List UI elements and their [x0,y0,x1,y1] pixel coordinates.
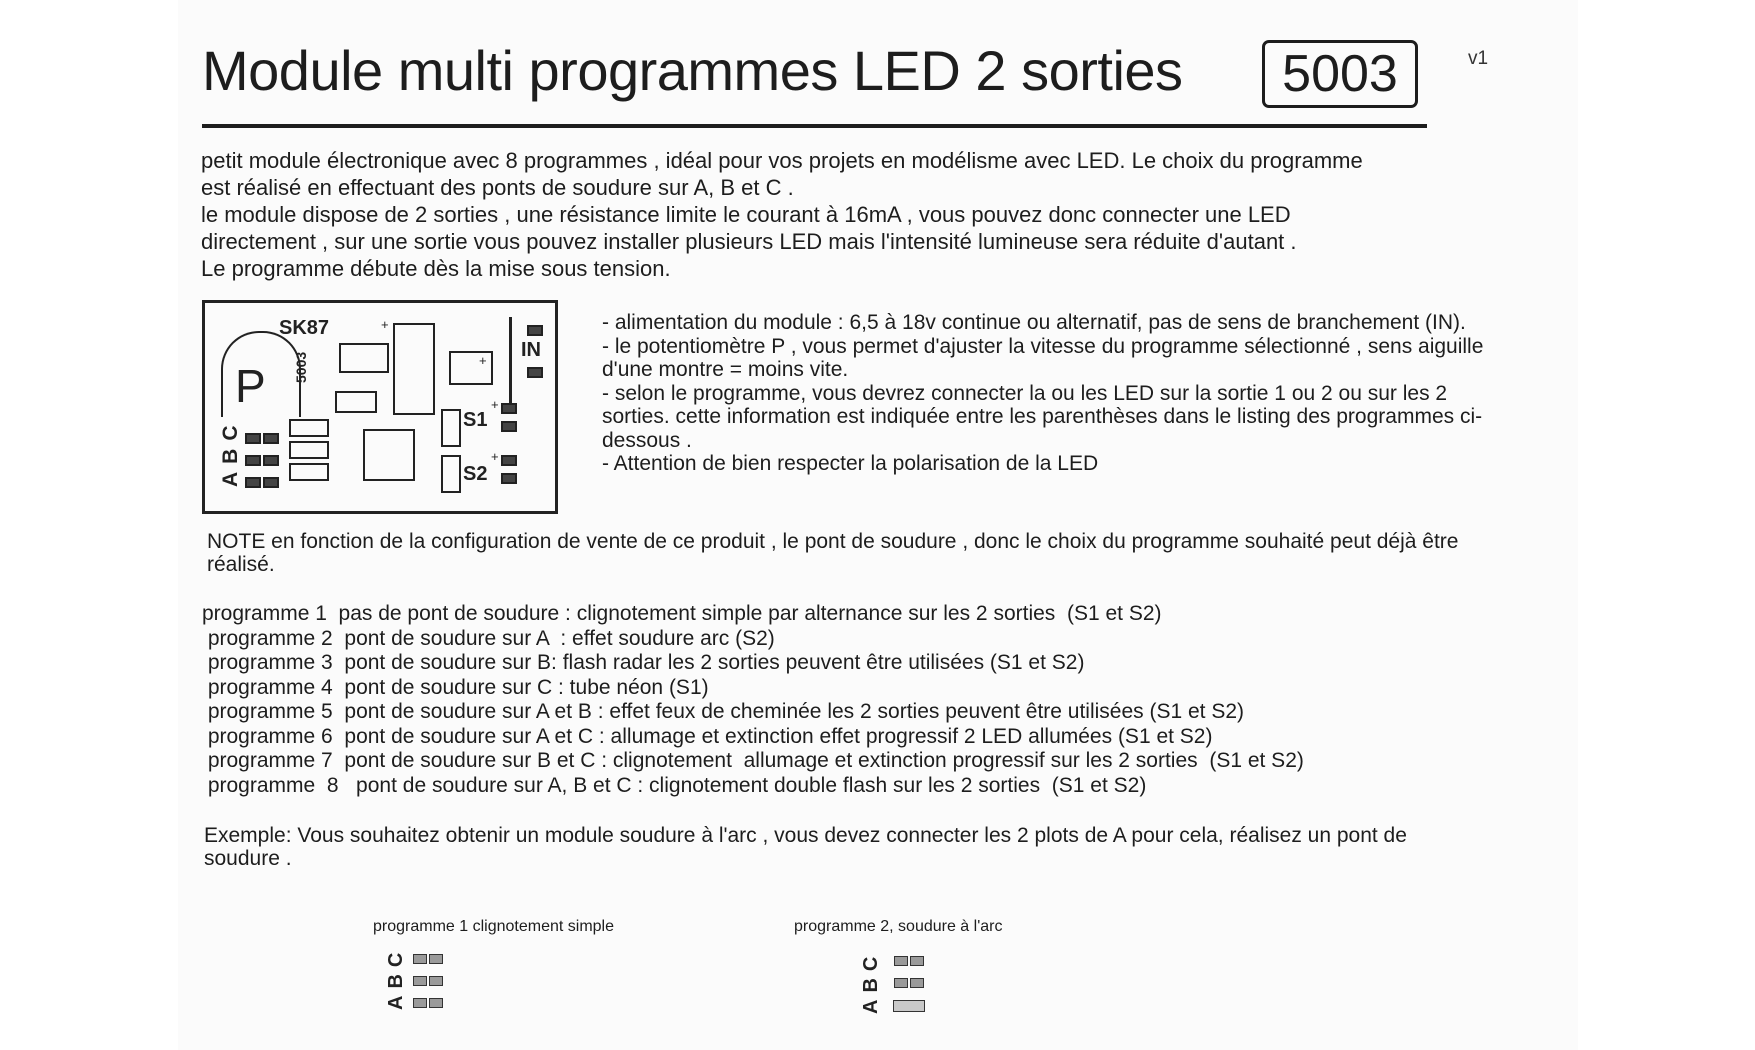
program-item: programme 5 pont de soudure sur A et B : effet feux de cheminée les 2 sorties peuvent être utilisées (S1 et S2) [202,700,1245,723]
jumper-pad-a [245,477,261,488]
program-item: programme 3 pont de soudure sur B: flash radar les 2 sorties peuvent être utilisées (S1 et S2) [202,651,1085,674]
intro-paragraph [201,147,1521,282]
title-underline [202,124,1427,128]
plus-sign: + [491,449,499,464]
program-item: programme 1 pas de pont de soudure : clignotement simple par alternance sur les 2 sorties (S1 et S2) [202,602,1162,625]
output-2-pad [501,473,517,484]
spec-line: dessous . [602,428,692,452]
figure-caption: programme 2, soudure à l'arc [794,918,1003,935]
example-line: Exemple: Vous souhaitez obtenir un module soudure à l'arc , vous devez connecter les 2 plots de A pour cela, réalisez un pont de [204,824,1407,847]
jumper-pad-c [894,956,908,966]
jumper-pad-c [263,433,279,444]
intro-line: directement , sur une sortie vous pouvez installer plusieurs LED mais l'intensité lumineuse sera réduite d'autant . [201,229,1297,254]
plus-sign: + [491,397,499,412]
input-connector-line [509,317,512,403]
example-line: soudure . [204,847,292,870]
jumper-pad-a [413,998,427,1008]
figure-program-2 [794,918,1114,1033]
program-item: programme 2 pont de soudure sur A : effet soudure arc (S2) [202,626,775,650]
jumper-pad-b [429,976,443,986]
jumper-pad-c [245,433,261,444]
program-item: programme 6 pont de soudure sur A et C : allumage et extinction effet progressif 2 LED allumées (S1 et S2) [202,724,1213,748]
output-1-resistor [441,409,461,447]
jumper-pad-c [413,954,427,964]
spec-line: - Attention de bien respecter la polarisation de la LED [602,452,1099,475]
output-2-pad [501,455,517,466]
spec-line: sorties. cette information est indiquée entre les parenthèses dans le listing des programmes ci- [602,405,1483,428]
program-list [202,602,1542,798]
module-board-diagram [202,300,558,514]
jumper-pad-b [245,455,261,466]
program-item: programme 8 pont de soudure sur A, B et C : clignotement double flash sur les 2 sorties (S1 et S2) [202,773,1147,797]
spec-line: - selon le programme, vous devrez connecter la ou les LED sur la sortie 1 ou 2 ou sur les 2 [602,381,1448,405]
jumper-pad-b [413,976,427,986]
jumper-pad-b [263,455,279,466]
intro-line: le module dispose de 2 sorties , une résistance limite le courant à 16mA , vous pouvez donc connecter une LED [201,202,1291,227]
module-number-label: 5003 [293,351,309,383]
input-pad [527,367,543,378]
output-1-pad [501,403,517,414]
jumper-letters: ABC [385,945,407,1010]
figure-program-1 [373,918,693,1028]
spec-line: d'une montre = moins vite. [602,358,849,381]
note-paragraph [207,530,1547,576]
intro-line: Le programme débute dès la mise sous tension. [201,256,671,281]
component-ic [363,429,415,481]
product-code-box: 5003 [1262,40,1418,108]
version-label: v1 [1468,48,1489,69]
solder-bridge-a [893,1000,925,1012]
jumper-letters: ABC [860,949,882,1014]
example-paragraph [204,824,1544,870]
component-capacitor [393,323,435,415]
jumper-pad-c [910,956,924,966]
smd-component [289,463,329,481]
note-line: réalisé. [207,553,275,576]
figure-caption: programme 1 clignotement simple [373,918,614,935]
note-line: NOTE en fonction de la configuration de vente de ce produit , le pont de soudure , donc le choix du programme souhaité peut déjà être [207,530,1459,553]
smd-component [289,419,329,437]
jumper-letters: ABC [219,417,242,487]
component-resistor [335,391,377,413]
plus-sign: + [479,353,487,368]
jumper-pad-b [910,978,924,988]
specifications-list [602,311,1542,476]
smd-component [289,441,329,459]
program-item: programme 4 pont de soudure sur C : tube néon (S1) [202,675,709,699]
jumper-pad-b [894,978,908,988]
jumper-pad-a [429,998,443,1008]
plus-sign: + [381,317,389,332]
intro-line: petit module électronique avec 8 programmes , idéal pour vos projets en modélisme avec LED. Le choix du programme [201,148,1363,173]
page-title: Module multi programmes LED 2 sorties [202,39,1183,102]
component-resistor [339,343,389,373]
spec-line: - le potentiomètre P , vous permet d'ajuster la vitesse du programme sélectionné , sens aiguille [602,334,1484,358]
potentiometer-label: P [235,360,266,412]
spec-line: - alimentation du module : 6,5 à 18v continue ou alternatif, pas de sens de branchement (IN). [602,311,1466,334]
intro-line: est réalisé en effectuant des ponts de soudure sur A, B et C . [201,175,794,200]
output-2-resistor [441,455,461,493]
input-label: IN [521,339,541,361]
chip-label: SK87 [279,317,330,339]
jumper-pad-a [263,477,279,488]
output-1-label: S1 [463,409,488,431]
jumper-pad-c [429,954,443,964]
output-2-label: S2 [463,463,488,485]
program-item: programme 7 pont de soudure sur B et C : clignotement allumage et extinction progressif sur les 2 sorties (S1 et S2) [202,749,1304,772]
input-pad [527,325,543,336]
output-1-pad [501,421,517,432]
